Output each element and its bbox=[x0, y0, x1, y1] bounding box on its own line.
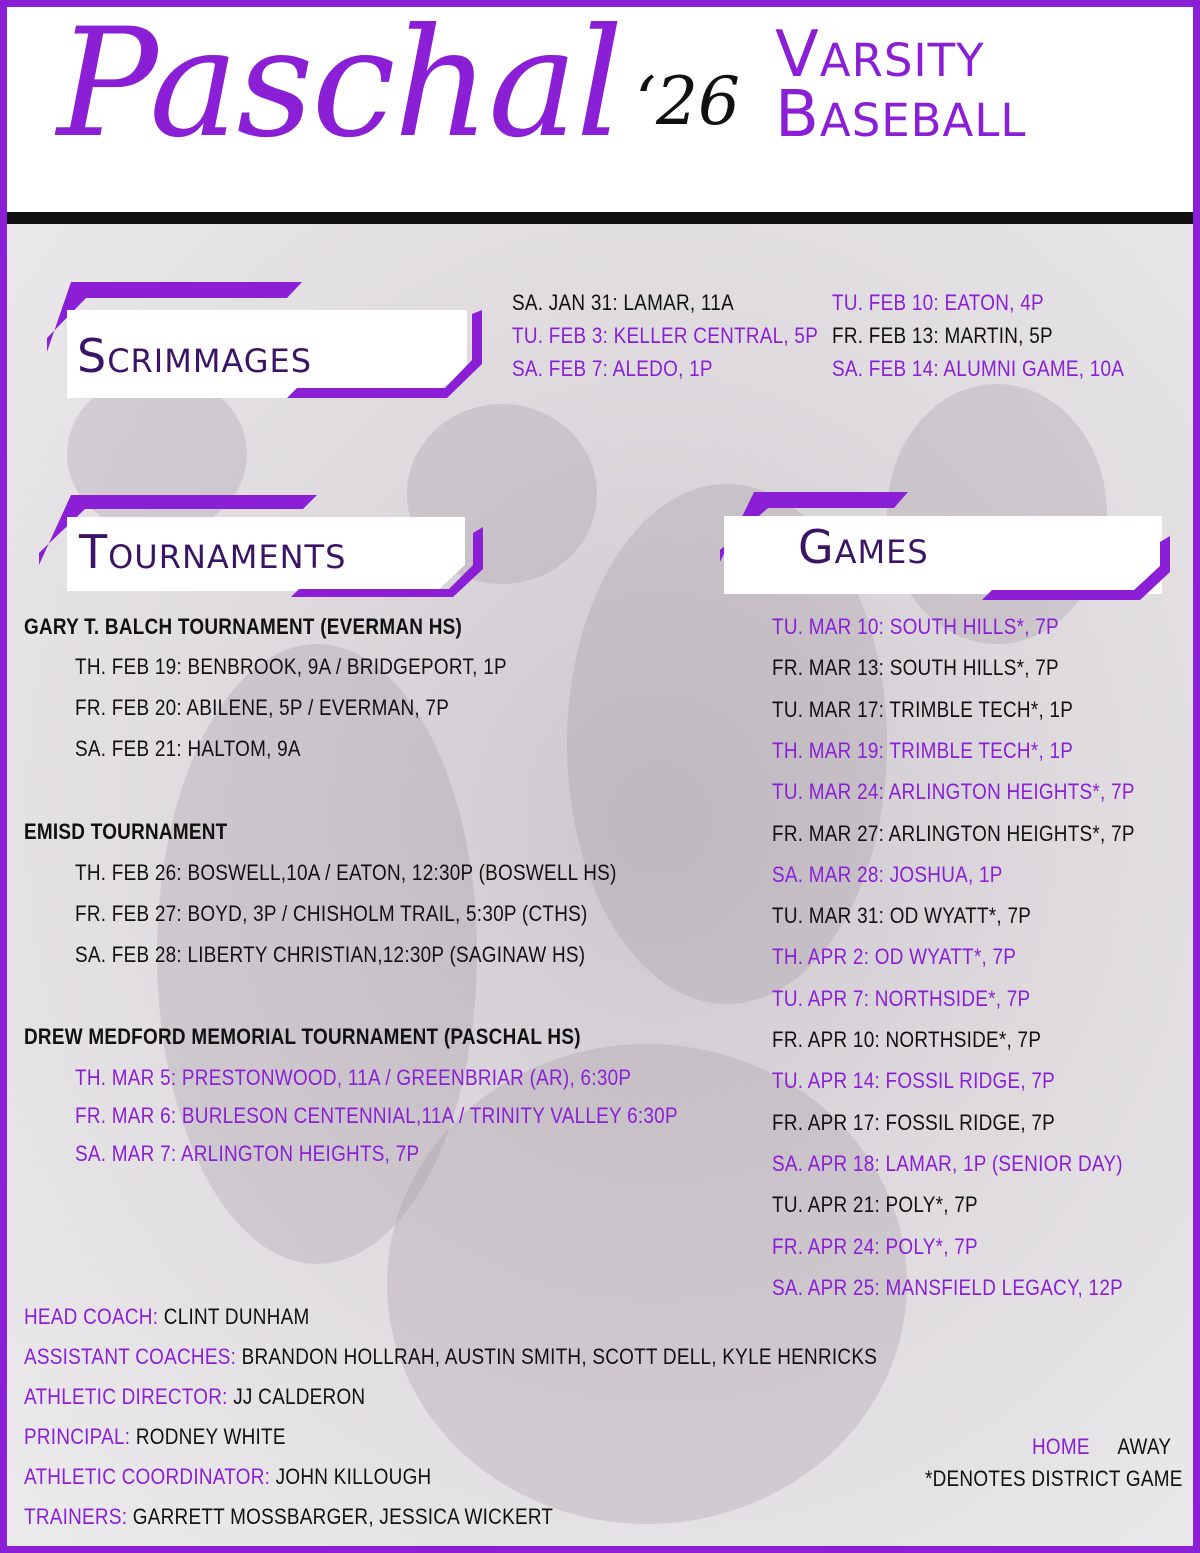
scrimmages-heading: Scrimmages bbox=[77, 329, 313, 383]
game-item: TU. MAR 10: SOUTH HILLS*, 7P bbox=[772, 614, 1059, 639]
staff-role: TRAINERS: bbox=[24, 1504, 128, 1529]
header bbox=[7, 0, 1193, 197]
game-item: TU. MAR 17: TRIMBLE TECH*, 1P bbox=[772, 697, 1074, 722]
staff-role: ATHLETIC COORDINATOR: bbox=[24, 1464, 271, 1489]
tournament-game: FR. MAR 6: BURLESON CENTENNIAL,11A / TRINITY VALLEY 6:30P bbox=[75, 1103, 678, 1128]
game-item: TU. APR 21: POLY*, 7P bbox=[772, 1192, 978, 1217]
game-item: FR. MAR 13: SOUTH HILLS*, 7P bbox=[772, 655, 1059, 680]
tournament-game: TH. MAR 5: PRESTONWOOD, 11A / GREENBRIAR (AR), 6:30P bbox=[75, 1065, 632, 1090]
legend-away: AWAY bbox=[1117, 1434, 1172, 1459]
staff-line bbox=[24, 1304, 309, 1330]
game-item: FR. APR 24: POLY*, 7P bbox=[772, 1234, 978, 1259]
tag-banner-shape bbox=[712, 486, 1182, 601]
staff-role: ASSISTANT COACHES: bbox=[24, 1344, 237, 1369]
game-item: FR. APR 10: NORTHSIDE*, 7P bbox=[772, 1027, 1042, 1052]
tournament-game: TH. FEB 26: BOSWELL,10A / EATON, 12:30P (BOSWELL HS) bbox=[75, 860, 617, 885]
tournament-name: EMISD TOURNAMENT bbox=[24, 819, 228, 844]
scrimmage-item: SA. JAN 31: LAMAR, 11A bbox=[512, 290, 734, 315]
staff-role: PRINCIPAL: bbox=[24, 1424, 131, 1449]
season-year: ‘26 bbox=[635, 63, 740, 140]
tournament-game: TH. FEB 19: BENBROOK, 9A / BRIDGEPORT, 1P bbox=[75, 654, 507, 679]
legend bbox=[1032, 1434, 1171, 1460]
staff-names: JJ CALDERON bbox=[233, 1384, 366, 1409]
game-item: TU. MAR 24: ARLINGTON HEIGHTS*, 7P bbox=[772, 779, 1135, 804]
staff-line bbox=[24, 1424, 286, 1450]
tournament-game: SA. MAR 7: ARLINGTON HEIGHTS, 7P bbox=[75, 1141, 420, 1166]
school-name: Paschal bbox=[57, 0, 622, 171]
game-item: FR. MAR 27: ARLINGTON HEIGHTS*, 7P bbox=[772, 821, 1135, 846]
scrimmages-tag bbox=[27, 274, 487, 404]
game-item: TU. APR 7: NORTHSIDE*, 7P bbox=[772, 986, 1031, 1011]
tournament-name: GARY T. BALCH TOURNAMENT (EVERMAN HS) bbox=[24, 614, 463, 639]
header-divider bbox=[7, 212, 1193, 224]
team-title bbox=[775, 18, 1027, 152]
schedule-area bbox=[7, 224, 1193, 1546]
game-item: SA. MAR 28: JOSHUA, 1P bbox=[772, 862, 1003, 887]
staff-names: RODNEY WHITE bbox=[135, 1424, 286, 1449]
game-item: TU. APR 14: FOSSIL RIDGE, 7P bbox=[772, 1068, 1056, 1093]
scrimmage-item: TU. FEB 10: EATON, 4P bbox=[832, 290, 1044, 315]
scrimmage-item: SA. FEB 7: ALEDO, 1P bbox=[512, 356, 713, 381]
game-item: FR. APR 17: FOSSIL RIDGE, 7P bbox=[772, 1110, 1056, 1135]
legend-home: HOME bbox=[1032, 1434, 1090, 1459]
game-item: TH. APR 2: OD WYATT*, 7P bbox=[772, 944, 1017, 969]
team-title-line2: Baseball bbox=[775, 78, 1027, 152]
scrimmage-item: TU. FEB 3: KELLER CENTRAL, 5P bbox=[512, 323, 819, 348]
team-title-line1: Varsity bbox=[775, 18, 985, 92]
games-heading: Games bbox=[798, 520, 929, 574]
staff-line bbox=[24, 1344, 877, 1370]
staff-line bbox=[24, 1504, 553, 1530]
scrimmage-item: SA. FEB 14: ALUMNI GAME, 10A bbox=[832, 356, 1125, 381]
staff-role: HEAD COACH: bbox=[24, 1304, 159, 1329]
staff-names: BRANDON HOLLRAH, AUSTIN SMITH, SCOTT DELL, KYLE HENRICKS bbox=[241, 1344, 878, 1369]
tournaments-heading: Tournaments bbox=[79, 525, 347, 579]
game-item: TH. MAR 19: TRIMBLE TECH*, 1P bbox=[772, 738, 1074, 763]
tournament-game: SA. FEB 21: HALTOM, 9A bbox=[75, 736, 301, 761]
games-tag bbox=[712, 486, 1182, 601]
staff-line bbox=[24, 1464, 431, 1490]
game-item: TU. MAR 31: OD WYATT*, 7P bbox=[772, 903, 1032, 928]
staff-line bbox=[24, 1384, 365, 1410]
tournament-game: FR. FEB 20: ABILENE, 5P / EVERMAN, 7P bbox=[75, 695, 450, 720]
scrimmage-item: FR. FEB 13: MARTIN, 5P bbox=[832, 323, 1053, 348]
game-item: SA. APR 18: LAMAR, 1P (SENIOR DAY) bbox=[772, 1151, 1123, 1176]
tournament-game: SA. FEB 28: LIBERTY CHRISTIAN,12:30P (SAGINAW HS) bbox=[75, 942, 586, 967]
district-note: *DENOTES DISTRICT GAME bbox=[925, 1466, 1183, 1491]
tournament-game: FR. FEB 27: BOYD, 3P / CHISHOLM TRAIL, 5:30P (CTHS) bbox=[75, 901, 588, 926]
staff-names: GARRETT MOSSBARGER, JESSICA WICKERT bbox=[132, 1504, 554, 1529]
staff-names: CLINT DUNHAM bbox=[163, 1304, 310, 1329]
staff-role: ATHLETIC DIRECTOR: bbox=[24, 1384, 228, 1409]
game-item: SA. APR 25: MANSFIELD LEGACY, 12P bbox=[772, 1275, 1123, 1300]
tournament-name: DREW MEDFORD MEMORIAL TOURNAMENT (PASCHAL HS) bbox=[24, 1024, 581, 1049]
tournaments-tag bbox=[27, 489, 497, 599]
staff-names: JOHN KILLOUGH bbox=[275, 1464, 432, 1489]
